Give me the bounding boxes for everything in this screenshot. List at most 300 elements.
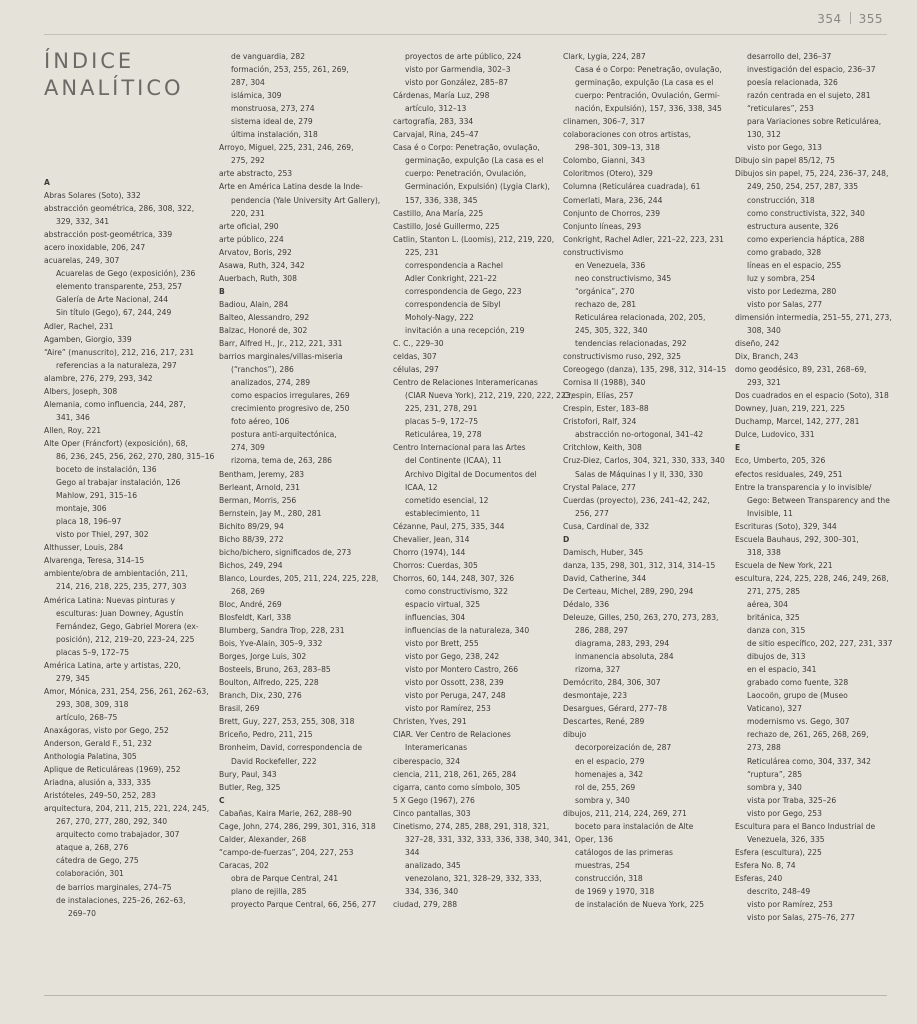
index-entry-line: Amor, Mónica, 231, 254, 256, 261, 262–63, xyxy=(44,686,209,696)
index-subentry-line: (CIAR Nueva York), 212, 219, 220, 222, 223, xyxy=(405,391,573,401)
index-entry-line: Caracas, 202 xyxy=(219,860,269,870)
index-subentry-line: ICAA, 12 xyxy=(405,482,438,492)
title-line-1: ÍNDICE xyxy=(44,49,135,73)
index-entry-line: Castillo, José Guillermo, 225 xyxy=(393,221,500,231)
index-entry-line: Chorro (1974), 144 xyxy=(393,547,466,557)
index-subentry-line: nación, Expulsión), 157, 336, 338, 345 xyxy=(575,104,722,114)
index-subentry-line: rechazo de, 261, 265, 268, 269, xyxy=(747,730,869,740)
index-subentry-line: 267, 270, 277, 280, 292, 340 xyxy=(56,817,168,827)
index-subentry-line: Invisible, 11 xyxy=(747,508,793,518)
page-number-right: 355 xyxy=(858,12,883,26)
index-subentry-line: cuerpo: Penetración, Ovulación, xyxy=(405,169,527,179)
index-subentry-line: 327–28, 331, 332, 333, 336, 338, 340, 341, xyxy=(405,834,571,844)
bottom-rule xyxy=(44,995,887,996)
index-subentry-line: sombra y, 340 xyxy=(747,782,802,792)
index-entry-line: arquitectura, 204, 211, 215, 221, 224, 245, xyxy=(44,804,210,814)
index-entry-line: cigarra, canto como símbolo, 305 xyxy=(393,782,521,792)
index-entry-line: Dibujo sin papel 85/12, 75 xyxy=(735,156,835,166)
index-entry-line: Cornisa II (1988), 340 xyxy=(563,378,646,388)
index-entry-line: Dibujos sin papel, 75, 224, 236–37, 248, xyxy=(735,169,889,179)
index-subentry-line: 286, 288, 297 xyxy=(575,626,629,636)
index-subentry-line: arquitecto como trabajador, 307 xyxy=(56,830,180,840)
index-subentry-line: (“ranchos”), 286 xyxy=(231,365,294,375)
index-entry-line: Auerbach, Ruth, 308 xyxy=(219,273,297,283)
index-entry-line: Desargues, Gérard, 277–78 xyxy=(563,704,668,714)
index-subentry-line: visto por Gego, 253 xyxy=(747,808,822,818)
index-entry-line: Conkright, Rachel Adler, 221–22, 223, 231 xyxy=(563,234,724,244)
index-subentry-line: cátedra de Gego, 275 xyxy=(56,856,139,866)
index-entry-line: Bloc, André, 269 xyxy=(219,599,282,609)
index-entry-line: “campo-de-fuerzas”, 204, 227, 253 xyxy=(219,847,354,857)
index-entry-line: Adler, Rachel, 231 xyxy=(44,321,114,331)
index-entry-line: Cinetismo, 274, 285, 288, 291, 318, 321, xyxy=(393,821,550,831)
index-subentry-line: artículo, 268–75 xyxy=(56,712,118,722)
index-entry-line: Descartes, René, 289 xyxy=(563,717,645,727)
index-entry-line: Castillo, Ana María, 225 xyxy=(393,208,484,218)
index-entry-line: Brett, Guy, 227, 253, 255, 308, 318 xyxy=(219,717,355,727)
index-column-3 xyxy=(393,50,573,911)
index-subentry-line: germinação, expulção (La casa es el xyxy=(405,156,544,166)
index-subentry-line: sombra y, 340 xyxy=(575,795,630,805)
index-subentry-line: visto por Ledezma, 280 xyxy=(747,286,837,296)
index-subentry-line: Sin título (Gego), 67, 244, 249 xyxy=(56,308,172,318)
index-subentry-line: artículo, 312–13 xyxy=(405,104,467,114)
index-entry-line: Cruz-Diez, Carlos, 304, 321, 330, 333, 340 xyxy=(563,456,725,466)
index-subentry-line: cuerpo: Pentración, Ovulación, Germi- xyxy=(575,91,720,101)
index-subentry-line: tendencias relacionadas, 292 xyxy=(575,339,687,349)
index-subentry-line: 308, 340 xyxy=(747,325,781,335)
index-entry-line: Escuela de New York, 221 xyxy=(735,560,833,570)
index-subentry-line: placa 18, 196–97 xyxy=(56,517,122,527)
index-subentry-line: 329, 332, 341 xyxy=(56,217,110,227)
index-entry-line: Blosfeldt, Karl, 338 xyxy=(219,613,292,623)
index-subentry-line: Mahlow, 291, 315–16 xyxy=(56,491,138,501)
index-subentry-line: 334, 336, 340 xyxy=(405,887,459,896)
index-subentry-line: 274, 309 xyxy=(231,443,265,453)
index-subentry-line: visto por Peruga, 247, 248 xyxy=(405,691,506,701)
index-entry-line: Bernstein, Jay M., 280, 281 xyxy=(219,508,322,518)
index-subentry-line: visto por Salas, 277 xyxy=(747,299,823,309)
index-entry-line: células, 297 xyxy=(393,365,439,375)
index-subentry-line: Germinación, Expulsión) (Lygia Clark), xyxy=(405,182,550,192)
index-entry-line: Critchlow, Keith, 308 xyxy=(563,443,642,453)
index-subentry-line: rechazo de, 281 xyxy=(575,299,637,309)
index-subentry-line: 293, 308, 309, 318 xyxy=(56,699,129,709)
index-subentry-line: placas 5–9, 172–75 xyxy=(56,647,130,657)
index-entry-line: Cristofori, Ralf, 324 xyxy=(563,417,637,427)
index-subentry-line: danza con, 315 xyxy=(747,626,806,636)
index-subentry-line: 256, 277 xyxy=(575,508,609,518)
index-entry-line: Demócrito, 284, 306, 307 xyxy=(563,678,661,688)
index-subentry-line: Oper, 136 xyxy=(575,834,613,844)
index-entry-line: Balzac, Honoré de, 302 xyxy=(219,325,308,335)
index-subentry-line: invitación a una recepción, 219 xyxy=(405,325,525,335)
index-subentry-line: correspondencia de Gego, 223 xyxy=(405,286,522,296)
index-subentry-line: proyectos de arte público, 224 xyxy=(405,52,522,61)
index-subentry-line: Vaticano), 327 xyxy=(747,704,802,714)
index-entry-line: Coloritmos (Otero), 329 xyxy=(563,169,653,179)
index-entry-line: Arvatov, Boris, 292 xyxy=(219,247,292,257)
index-subentry-line: 279, 345 xyxy=(56,673,90,683)
index-subentry-line: abstracción no-ortogonal, 341–42 xyxy=(575,430,704,440)
index-subentry-line: aérea, 304 xyxy=(747,599,788,609)
index-subentry-line: construcción, 318 xyxy=(575,873,643,883)
index-subentry-line: David Rockefeller, 222 xyxy=(231,756,317,766)
index-subentry-line: influencias, 304 xyxy=(405,613,466,623)
index-entry-line: Columna (Reticulárea cuadrada), 61 xyxy=(563,182,701,192)
index-subentry-line: 86, 236, 245, 256, 262, 270, 280, 315–16 xyxy=(56,451,215,461)
index-entry-line: Crespin, Ester, 183–88 xyxy=(563,404,649,414)
index-entry-line: Althusser, Louis, 284 xyxy=(44,543,124,553)
index-entry-line: diseño, 242 xyxy=(735,339,780,349)
index-subentry-line: 245, 305, 322, 340 xyxy=(575,325,648,335)
index-subentry-line: 249, 250, 254, 257, 287, 335 xyxy=(747,182,859,192)
index-entry-line: Conjunto de Chorros, 239 xyxy=(563,208,661,218)
index-entry-line: Downey, Juan, 219, 221, 225 xyxy=(735,404,845,414)
index-subentry-line: rizoma, tema de, 263, 286 xyxy=(231,456,332,466)
index-subentry-line: luz y sombra, 254 xyxy=(747,273,816,283)
index-subentry-line: en el espacio, 341 xyxy=(747,665,817,675)
index-subentry-line: postura anti-arquitectónica, xyxy=(231,430,337,440)
index-subentry-line: foto aéreo, 106 xyxy=(231,417,290,427)
index-entry-line: arte oficial, 290 xyxy=(219,221,279,231)
index-entry-line: Arroyo, Miguel, 225, 231, 246, 269, xyxy=(219,143,354,153)
index-entry-line: arte público, 224 xyxy=(219,234,284,244)
index-subentry-line: 344 xyxy=(405,847,420,857)
index-subentry-line: Salas de Máquinas I y II, 330, 330 xyxy=(575,469,703,479)
index-entry-line: Conjunto líneas, 293 xyxy=(563,221,642,231)
index-entry-line: “Aire” (manuscrito), 212, 216, 217, 231 xyxy=(44,347,195,357)
index-entry-line: Esfera (escultura), 225 xyxy=(735,847,822,857)
index-entry-line: Abras Solares (Soto), 332 xyxy=(44,191,141,201)
index-subentry-line: como grabado, 328 xyxy=(747,247,822,257)
index-subentry-line: dibujos de, 313 xyxy=(747,652,806,662)
index-subentry-line: rol de, 255, 269 xyxy=(575,782,636,792)
index-subentry-line: espacio virtual, 325 xyxy=(405,599,481,609)
index-entry-line: Bichito 89/29, 94 xyxy=(219,521,284,531)
index-subentry-line: visto por Gego, 238, 242 xyxy=(405,652,500,662)
index-entry-line: Crespin, Elías, 257 xyxy=(563,391,634,401)
index-subentry-line: Gego al trabajar instalación, 126 xyxy=(56,478,181,488)
index-subentry-line: 268, 269 xyxy=(231,586,265,596)
index-subentry-line: visto por Ramírez, 253 xyxy=(405,704,491,714)
index-entry-line: Boulton, Alfredo, 225, 228 xyxy=(219,678,319,688)
index-subentry-line: inmanencia absoluta, 284 xyxy=(575,652,674,662)
index-subentry-line: 341, 346 xyxy=(56,412,90,422)
index-subentry-line: poesía relacionada, 326 xyxy=(747,78,838,88)
index-entry-line: Aristóteles, 249–50, 252, 283 xyxy=(44,791,156,801)
index-entry-line: Casa é o Corpo: Penetração, ovulação, xyxy=(393,143,540,153)
index-entry-line: Escuela Bauhaus, 292, 300–301, xyxy=(735,534,859,544)
index-entry-line: abstracción post-geométrica, 339 xyxy=(44,230,173,240)
index-subentry-line: 271, 275, 285 xyxy=(747,586,801,596)
index-entry-line: Bentham, Jeremy, 283 xyxy=(219,469,305,479)
index-entry-line: Briceño, Pedro, 211, 215 xyxy=(219,730,313,740)
index-entry-line: Albers, Joseph, 308 xyxy=(44,386,118,396)
index-entry-line: desmontaje, 223 xyxy=(563,691,628,701)
index-subentry-line: grabado como fuente, 328 xyxy=(747,678,849,688)
index-subentry-line: colaboración, 301 xyxy=(56,869,124,879)
index-subentry-line: correspondencia a Rachel xyxy=(405,260,503,270)
index-subentry-line: venezolano, 321, 328–29, 332, 333, xyxy=(405,873,542,883)
index-subentry-line: de sitio específico, 202, 227, 231, 337 xyxy=(747,639,893,649)
index-entry-line: Dos cuadrados en el espacio (Soto), 318 xyxy=(735,391,889,401)
index-subentry-line: Archivo Digital de Documentos del xyxy=(405,469,537,479)
index-entry-line: Alvarenga, Teresa, 314–15 xyxy=(44,556,145,566)
index-entry-line: Cabañas, Kaira Marie, 262, 288–90 xyxy=(219,808,352,818)
index-entry-line: Colombo, Gianni, 343 xyxy=(563,156,646,166)
index-entry-line: Duchamp, Marcel, 142, 277, 281 xyxy=(735,417,860,427)
index-entry-line: Dulce, Ludovico, 331 xyxy=(735,430,815,440)
index-entry-line: domo geodésico, 89, 231, 268–69, xyxy=(735,365,867,375)
index-entry-line: dimensión intermedia, 251–55, 271, 273, xyxy=(735,312,892,322)
index-entry-line: Deleuze, Gilles, 250, 263, 270, 273, 283, xyxy=(563,613,719,623)
index-entry-line: Butler, Reg, 325 xyxy=(219,782,281,792)
index-subentry-line: estructura ausente, 326 xyxy=(747,221,839,231)
index-subentry-line: Reticulárea relacionada, 202, 205, xyxy=(575,312,706,322)
index-subentry-line: Casa é o Corpo: Penetração, ovulação, xyxy=(575,65,722,75)
index-subentry-line: montaje, 306 xyxy=(56,504,107,514)
index-subentry-line: correspondencia de Sibyl xyxy=(405,299,501,309)
index-column-4 xyxy=(563,50,733,911)
index-subentry-line: desarrollo del, 236–37 xyxy=(747,52,832,61)
index-entry-line: Escrituras (Soto), 329, 344 xyxy=(735,521,837,531)
index-column-2 xyxy=(219,50,381,911)
index-subentry-line: visto por Montero Castro, 266 xyxy=(405,665,519,675)
index-subentry-line: formación, 253, 255, 261, 269, xyxy=(231,65,349,75)
index-entry-line: Agamben, Giorgio, 339 xyxy=(44,334,132,344)
index-subentry-line: rizoma, 327 xyxy=(575,665,621,675)
index-subentry-line: visto por Ossott, 238, 239 xyxy=(405,678,504,688)
index-subentry-line: 318, 338 xyxy=(747,547,781,557)
index-subentry-line: de vanguardia, 282 xyxy=(231,52,306,61)
index-entry-line: Dix, Branch, 243 xyxy=(735,352,799,362)
index-entry-line: C. C., 229–30 xyxy=(393,339,444,349)
index-entry-line: constructivismo ruso, 292, 325 xyxy=(563,352,681,362)
index-subentry-line: proyecto Parque Central, 66, 256, 277 xyxy=(231,900,377,910)
index-subentry-line: diagrama, 283, 293, 294 xyxy=(575,639,670,649)
index-subentry-line: 130, 312 xyxy=(747,130,781,140)
index-letter-heading: C xyxy=(219,795,225,805)
index-subentry-line: 287, 304 xyxy=(231,78,265,88)
index-entry-line: ciencia, 211, 218, 261, 265, 284 xyxy=(393,769,517,779)
index-entry-line: efectos residuales, 249, 251 xyxy=(735,469,843,479)
index-entry-line: Centro de Relaciones Interamericanas xyxy=(393,378,538,388)
index-entry-line: barrios marginales/villas-miseria xyxy=(219,352,343,362)
index-subentry-line: Reticulárea como, 304, 337, 342 xyxy=(747,756,871,766)
index-entry-line: cartografía, 283, 334 xyxy=(393,117,474,127)
index-entry-line: De Certeau, Michel, 289, 290, 294 xyxy=(563,586,694,596)
index-subentry-line: como experiencia háptica, 288 xyxy=(747,234,865,244)
index-subentry-line: elemento transparente, 253, 257 xyxy=(56,282,183,292)
index-subentry-line: como espacios irregulares, 269 xyxy=(231,391,350,401)
index-entry-line: Damisch, Huber, 345 xyxy=(563,547,644,557)
index-subentry-line: descrito, 248–49 xyxy=(747,887,811,896)
index-entry-line: abstracción geométrica, 286, 308, 322, xyxy=(44,204,195,214)
index-entry-line: dibujo xyxy=(563,730,587,740)
index-subentry-line: “reticulares”, 253 xyxy=(747,104,814,114)
index-subentry-line: referencias a la naturaleza, 297 xyxy=(56,360,177,370)
index-subentry-line: cometido esencial, 12 xyxy=(405,495,489,505)
index-subentry-line: decorporeización de, 287 xyxy=(575,743,672,753)
index-entry-line: Cárdenas, María Luz, 298 xyxy=(393,91,490,101)
index-entry-line: Bury, Paul, 343 xyxy=(219,769,277,779)
index-subentry-line: líneas en el espacio, 255 xyxy=(747,260,842,270)
index-entry-line: Eco, Umberto, 205, 326 xyxy=(735,456,826,466)
index-subentry-line: analizado, 345 xyxy=(405,860,461,870)
index-subentry-line: catálogos de las primeras xyxy=(575,847,673,857)
index-subentry-line: visto por Thiel, 297, 302 xyxy=(56,530,149,540)
index-entry-line: Bosteels, Bruno, 263, 283–85 xyxy=(219,665,331,675)
index-entry-line: Coreogego (danza), 135, 298, 312, 314–15 xyxy=(563,365,727,375)
index-subentry-line: analizados, 274, 289 xyxy=(231,378,311,388)
index-entry-line: Crystal Palace, 277 xyxy=(563,482,636,492)
index-subentry-line: visto por Brett, 255 xyxy=(405,639,479,649)
index-subentry-line: Gego: Between Transparency and the xyxy=(747,495,890,505)
index-subentry-line: razón centrada en el sujeto, 281 xyxy=(747,91,871,101)
index-subentry-line: visto por Salas, 275–76, 277 xyxy=(747,913,855,923)
index-entry-line: Ariadna, alusión a, 333, 335 xyxy=(44,778,152,788)
index-column-1 xyxy=(44,176,215,920)
index-subentry-line: “ruptura”, 285 xyxy=(747,769,803,779)
index-subentry-line: plano de rejilla, 285 xyxy=(231,887,307,896)
index-subentry-line: del Continente (ICAA), 11 xyxy=(405,456,502,466)
index-entry-line: Clark, Lygia, 224, 287 xyxy=(563,52,646,61)
page-number-divider xyxy=(850,12,851,24)
index-entry-line: Barr, Alfred H., Jr., 212, 221, 331 xyxy=(219,339,343,349)
index-subentry-line: de barrios marginales, 274–75 xyxy=(56,882,172,892)
index-entry-line: Bronheim, David, correspondencia de xyxy=(219,743,363,753)
index-entry-line: Borges, Jorge Luis, 302 xyxy=(219,652,307,662)
index-entry-line: América Latina, arte y artistas, 220, xyxy=(44,660,181,670)
index-column-5 xyxy=(735,50,905,924)
index-subentry-line: monstruosa, 273, 274 xyxy=(231,104,315,114)
index-entry-line: Bicho 88/39, 272 xyxy=(219,534,284,544)
index-subentry-line: germinação, expulção (La casa es el xyxy=(575,78,714,88)
index-entry-line: Alemania, como influencia, 244, 287, xyxy=(44,399,186,409)
index-subentry-line: investigación del espacio, 236–37 xyxy=(747,65,876,75)
index-entry-line: clinamen, 306–7, 317 xyxy=(563,117,646,127)
index-entry-line: David, Catherine, 344 xyxy=(563,573,647,583)
index-subentry-line: Acuarelas de Gego (exposición), 236 xyxy=(56,269,196,279)
index-entry-line: Comerlati, Mara, 236, 244 xyxy=(563,195,663,205)
index-subentry-line: 220, 231 xyxy=(231,208,265,218)
index-subentry-line: pendencia (Yale University Art Gallery), xyxy=(231,195,381,205)
index-entry-line: alambre, 276, 279, 293, 342 xyxy=(44,373,153,383)
index-subentry-line: Galería de Arte Nacional, 244 xyxy=(56,295,169,305)
index-subentry-line: visto por Garmendia, 302–3 xyxy=(405,65,511,75)
index-entry-line: Brasil, 269 xyxy=(219,704,260,714)
index-entry-line: Cinco pantallas, 303 xyxy=(393,808,471,818)
index-subentry-line: “orgánica”, 270 xyxy=(575,286,635,296)
index-subentry-line: modernismo vs. Gego, 307 xyxy=(747,717,850,727)
index-subentry-line: 273, 288 xyxy=(747,743,781,753)
index-entry-line: dibujos, 211, 214, 224, 269, 271 xyxy=(563,808,687,818)
index-subentry-line: boceto para instalación de Alte xyxy=(575,821,694,831)
index-subentry-line: 293, 321 xyxy=(747,378,781,388)
index-subentry-line: islámica, 309 xyxy=(231,91,282,101)
index-entry-line: ciudad, 279, 288 xyxy=(393,900,458,910)
index-entry-line: ambiente/obra de ambientación, 211, xyxy=(44,569,188,579)
index-entry-line: Allen, Roy, 221 xyxy=(44,425,102,435)
index-entry-line: bicho/bichero, significados de, 273 xyxy=(219,547,352,557)
index-subentry-line: visto por González, 285–87 xyxy=(405,78,509,88)
index-subentry-line: de instalación de Nueva York, 225 xyxy=(575,900,705,910)
index-entry-line: celdas, 307 xyxy=(393,352,437,362)
index-subentry-line: de 1969 y 1970, 318 xyxy=(575,887,655,896)
index-subentry-line: en Venezuela, 336 xyxy=(575,260,646,270)
index-entry-line: Cézanne, Paul, 275, 335, 344 xyxy=(393,521,505,531)
index-subentry-line: Moholy-Nagy, 222 xyxy=(405,312,474,322)
index-entry-line: Chorros, 60, 144, 248, 307, 326 xyxy=(393,573,515,583)
index-subentry-line: vista por Traba, 325–26 xyxy=(747,795,837,805)
page-title xyxy=(44,48,214,102)
index-entry-line: Calder, Alexander, 268 xyxy=(219,834,307,844)
index-subentry-line: británica, 325 xyxy=(747,613,800,623)
index-subentry-line: construcción, 318 xyxy=(747,195,815,205)
index-entry-line: Esferas, 240 xyxy=(735,873,783,883)
index-entry-line: escultura, 224, 225, 228, 246, 249, 268, xyxy=(735,573,889,583)
index-subentry-line: neo constructivismo, 345 xyxy=(575,273,672,283)
index-subentry-line: influencias de la naturaleza, 340 xyxy=(405,626,530,636)
index-subentry-line: posición), 212, 219–20, 223–24, 225 xyxy=(56,634,195,644)
index-entry-line: Cusa, Cardinal de, 332 xyxy=(563,521,650,531)
index-subentry-line: 269–70 xyxy=(68,908,96,918)
index-subentry-line: Fernández, Gego, Gabriel Morera (ex- xyxy=(56,621,199,631)
index-subentry-line: esculturas: Juan Downey, Agustín xyxy=(56,608,184,618)
index-entry-line: acero inoxidable, 206, 247 xyxy=(44,243,146,253)
index-entry-line: Bois, Yve-Alain, 305–9, 332 xyxy=(219,639,323,649)
index-entry-line: Badiou, Alain, 284 xyxy=(219,299,289,309)
index-entry-line: colaboraciones con otros artistas, xyxy=(563,130,692,140)
top-rule xyxy=(44,34,887,35)
index-entry-line: Catlin, Stanton L. (Loomis), 212, 219, 220, xyxy=(393,234,555,244)
index-subentry-line: boceto de instalación, 136 xyxy=(56,465,157,475)
index-entry-line: Anaxágoras, visto por Gego, 252 xyxy=(44,725,169,735)
index-subentry-line: crecimiento progresivo de, 250 xyxy=(231,404,350,414)
index-entry-line: Anderson, Gerald F., 51, 232 xyxy=(44,739,152,749)
index-letter-heading: D xyxy=(563,534,570,544)
index-subentry-line: 275, 292 xyxy=(231,156,265,166)
index-entry-line: América Latina: Nuevas pinturas y xyxy=(44,595,176,605)
index-subentry-line: última instalación, 318 xyxy=(231,130,318,140)
index-subentry-line: visto por Ramírez, 253 xyxy=(747,900,833,910)
index-entry-line: Blanco, Lourdes, 205, 211, 224, 225, 228, xyxy=(219,573,379,583)
index-entry-line: acuarelas, 249, 307 xyxy=(44,256,120,266)
index-subentry-line: visto por Gego, 313 xyxy=(747,143,822,153)
title-line-2: ANALÍTICO xyxy=(44,76,184,100)
index-entry-line: Bichos, 249, 294 xyxy=(219,560,283,570)
index-entry-line: CIAR. Ver Centro de Relaciones xyxy=(393,730,511,740)
index-letter-heading: B xyxy=(219,286,225,296)
index-entry-line: Carvajal, Rina, 245–47 xyxy=(393,130,479,140)
index-subentry-line: ataque a, 268, 276 xyxy=(56,843,129,853)
index-subentry-line: de instalaciones, 225–26, 262–63, xyxy=(56,895,186,905)
index-subentry-line: como constructivismo, 322 xyxy=(405,586,508,596)
index-entry-line: Christen, Yves, 291 xyxy=(393,717,467,727)
index-entry-line: Balteo, Alessandro, 292 xyxy=(219,312,310,322)
index-entry-line: Branch, Dix, 230, 276 xyxy=(219,691,302,701)
index-entry-line: Blumberg, Sandra Trop, 228, 231 xyxy=(219,626,345,636)
index-entry-line: Chevalier, Jean, 314 xyxy=(393,534,470,544)
index-entry-line: Aplique de Reticuláreas (1969), 252 xyxy=(44,765,181,775)
index-subentry-line: para Variaciones sobre Reticulárea, xyxy=(747,117,882,127)
index-subentry-line: Laocoön, grupo de (Museo xyxy=(747,691,848,701)
index-subentry-line: 214, 216, 218, 225, 235, 277, 303 xyxy=(56,582,187,592)
index-entry-line: Cage, John, 274, 286, 299, 301, 316, 318 xyxy=(219,821,376,831)
index-entry-line: Escultura para el Banco Industrial de xyxy=(735,821,876,831)
index-subentry-line: Reticulárea, 19, 278 xyxy=(405,430,482,440)
